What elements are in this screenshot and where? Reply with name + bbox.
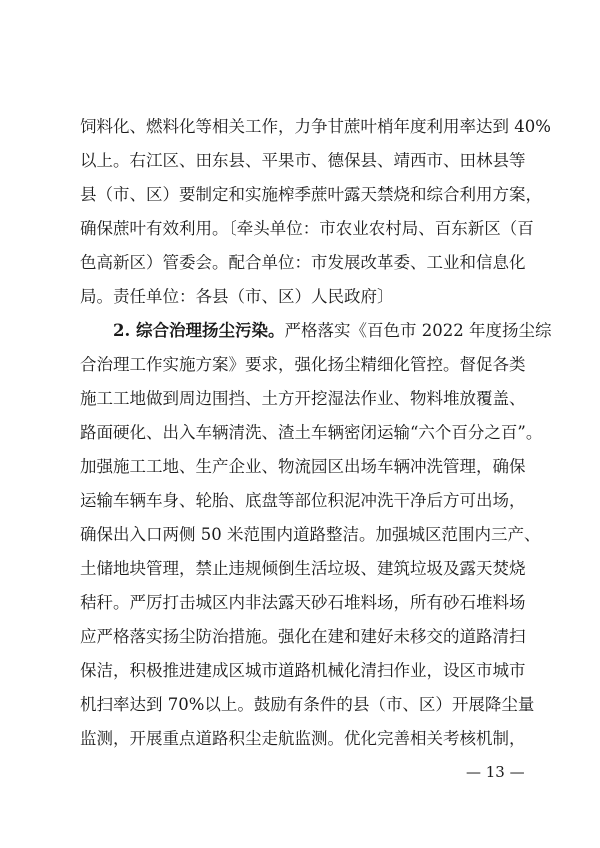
paragraph-1-line-1: 饲料化、燃料化等相关工作，力争甘蔗叶梢年度利用率达到 40% [80, 117, 551, 136]
section-heading: 2. 综合治理扬尘污染。 [113, 321, 285, 340]
paragraph-2-line-1-rest: 严格落实《百色市 2022 年度扬尘综 [284, 321, 552, 340]
paragraph-2-line-1 [113, 321, 552, 341]
paragraph-2-line-8: 土储地块管理，禁止违规倾倒生活垃圾、建筑垃圾及露天焚烧 [80, 559, 526, 578]
paragraph-1-line-2: 以上。右江区、田东县、平果市、德保县、靖西市、田林县等 [80, 151, 526, 170]
paragraph-2-line-3: 施工工地做到周边围挡、土方开挖湿法作业、物料堆放覆盖、 [80, 389, 526, 408]
paragraph-2-line-2: 合治理工作实施方案》要求，强化扬尘精细化管控。督促各类 [80, 355, 526, 374]
paragraph-2-line-7: 确保出入口两侧 50 米范围内道路整洁。加强城区范围内三产、 [80, 525, 541, 544]
paragraph-2-line-5: 加强施工工地、生产企业、物流园区出场车辆冲洗管理，确保 [80, 457, 526, 476]
paragraph-2-line-9: 秸秆。严厉打击城区内非法露天砂石堆料场，所有砂石堆料场 [80, 593, 526, 612]
paragraph-1-line-3: 县（市、区）要制定和实施榨季蔗叶露天禁烧和综合利用方案， [80, 185, 542, 204]
paragraph-2-line-10: 应严格落实扬尘防治措施。强化在建和建好未移交的道路清扫 [80, 627, 526, 646]
paragraph-1-line-4: 确保蔗叶有效利用。〔牵头单位：市农业农村局、百东新区（百 [80, 219, 534, 238]
paragraph-1-line-6: 局。责任单位：各县（市、区）人民政府〕 [80, 287, 394, 306]
paragraph-2-line-6: 运输车辆车身、轮胎、底盘等部位积泥冲洗干净后方可出场， [80, 491, 526, 510]
paragraph-2-line-13: 监测，开展重点道路积尘走航监测。优化完善相关考核机制， [80, 729, 526, 748]
page-number: — 13 — [466, 763, 525, 781]
paragraph-2-line-11: 保洁，积极推进建成区城市道路机械化清扫作业，设区市城市 [80, 661, 526, 680]
paragraph-2-line-4: 路面硬化、出入车辆清洗、渣土车辆密闭运输“六个百分之百”。 [80, 423, 543, 442]
paragraph-2-line-12: 机扫率达到 70%以上。鼓励有条件的县（市、区）开展降尘量 [80, 695, 535, 714]
paragraph-1-line-5: 色高新区）管委会。配合单位：市发展改革委、工业和信息化 [80, 253, 526, 272]
